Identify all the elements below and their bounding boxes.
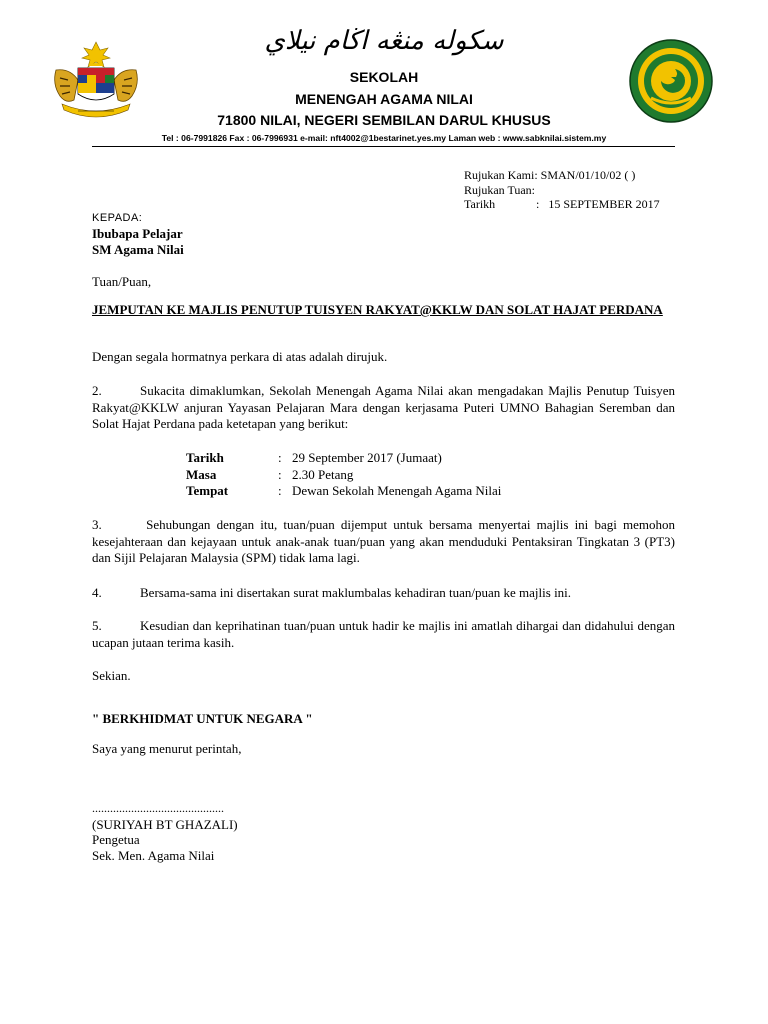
detail-value: Dewan Sekolah Menengah Agama Nilai — [292, 483, 502, 498]
detail-value: 29 September 2017 (Jumaat) — [292, 450, 442, 465]
recipient-line-2: SM Agama Nilai — [92, 242, 184, 257]
detail-label: Tempat — [186, 483, 229, 498]
ref-tuan-label: Rujukan Tuan: — [464, 182, 536, 197]
paragraph-1: Dengan segala hormatnya perkara di atas adalah dirujuk. — [92, 349, 388, 364]
ref-tarikh — [464, 197, 660, 212]
paragraph-2-number: 2. — [92, 383, 102, 398]
detail-row: Masa : 2.30 Petang — [186, 466, 354, 482]
event-details — [186, 450, 501, 500]
signature-block — [92, 801, 238, 863]
closing-phrase: Saya yang menurut perintah, — [92, 741, 242, 756]
detail-row: Tempat : Dewan Sekolah Menengah Agama Nilai — [186, 483, 502, 498]
signatory-title: Pengetua — [92, 832, 140, 847]
paragraph-3-text: Sehubungan dengan itu, tuan/puan dijemput untuk bersama menyertai majlis ini bagi memohon kesejahteraan dan kejayaan untuk anak-anak tuan/puan yang akan menduduki Pentaksiran Tingkatan 3 (PT3) dan Sijil Pelajaran Malaysia (SPM) tidak lama lagi. — [92, 517, 675, 565]
header-line-2: MENENGAH AGAMA NILAI — [295, 91, 473, 107]
signatory-org: Sek. Men. Agama Nilai — [92, 847, 215, 863]
header-divider — [92, 146, 675, 147]
recipient-line-1: Ibubapa Pelajar — [92, 226, 183, 241]
detail-label: Masa — [186, 466, 217, 482]
subject-line: JEMPUTAN KE MAJLIS PENUTUP TUISYEN RAKYAT@KKLW DAN SOLAT HAJAT PERDANA — [92, 302, 663, 317]
detail-label: Tarikh — [186, 450, 224, 465]
paragraph-3 — [92, 517, 675, 567]
ref-rujukan-tuan — [464, 183, 660, 198]
svg-text:✦ ✦ ✦: ✦ ✦ ✦ — [661, 48, 681, 55]
ref-rujukan-kami — [464, 168, 660, 183]
signature-line: ............................................ — [92, 801, 224, 815]
paragraph-5-number: 5. — [92, 618, 102, 633]
paragraph-4-text: Bersama-sama ini disertakan surat maklumbalas kehadiran tuan/puan ke majlis ini. — [140, 585, 572, 600]
ref-kami-value: SMAN/01/10/02 ( ) — [540, 168, 636, 182]
reference-block — [464, 168, 660, 212]
paragraph-2 — [92, 383, 675, 433]
recipient-address — [92, 226, 184, 258]
motto: " BERKHIDMAT UNTUK NEGARA " — [92, 711, 313, 726]
header-line-1: SEKOLAH — [349, 69, 419, 85]
detail-value: 2.30 Petang — [292, 466, 354, 482]
signatory-name: (SURIYAH BT GHAZALI) — [92, 816, 238, 832]
paragraph-4 — [92, 585, 675, 602]
ref-tarikh-value: : 15 SEPTEMBER 2017 — [536, 197, 660, 211]
kepada-label: KEPADA: — [92, 212, 143, 224]
header-contact: Tel : 06-7991826 Fax : 06-7996931 e-mail: nft4002@1bestarinet.yes.my Laman web : www.sabknilai.sistem.my — [161, 133, 607, 143]
school-name-jawi: سكوله منڠه اڬام نيلاي — [264, 26, 504, 56]
paragraph-4-number: 4. — [92, 585, 102, 600]
paragraph-5-text: Kesudian dan keprihatinan tuan/puan untuk hadir ke majlis ini amatlah dihargai dan didahului dengan ucapan jutaan terima kasih. — [92, 618, 675, 650]
ref-kami-label: Rujukan Kami: — [464, 168, 538, 182]
header-address: 71800 NILAI, NEGERI SEMBILAN DARUL KHUSUS — [217, 112, 551, 128]
paragraph-5 — [92, 618, 675, 651]
paragraph-3-number: 3. — [92, 517, 102, 532]
detail-row: Tarikh : 29 September 2017 (Jumaat) — [186, 450, 442, 465]
greeting: Tuan/Puan, — [92, 274, 152, 289]
closing-sekian: Sekian. — [92, 668, 131, 683]
ref-tarikh-label: Tarikh — [464, 197, 496, 211]
paragraph-2-text: Sukacita dimaklumkan, Sekolah Menengah Agama Nilai akan mengadakan Majlis Penutup Tuisyen Rakyat@KKLW anjuran Yayasan Pelajaran Mara dengan kerjasama Puteri UMNO Bahagian Seremban dan Solat Hajat Perdana pada ketetapan yang berikut: — [92, 383, 675, 431]
